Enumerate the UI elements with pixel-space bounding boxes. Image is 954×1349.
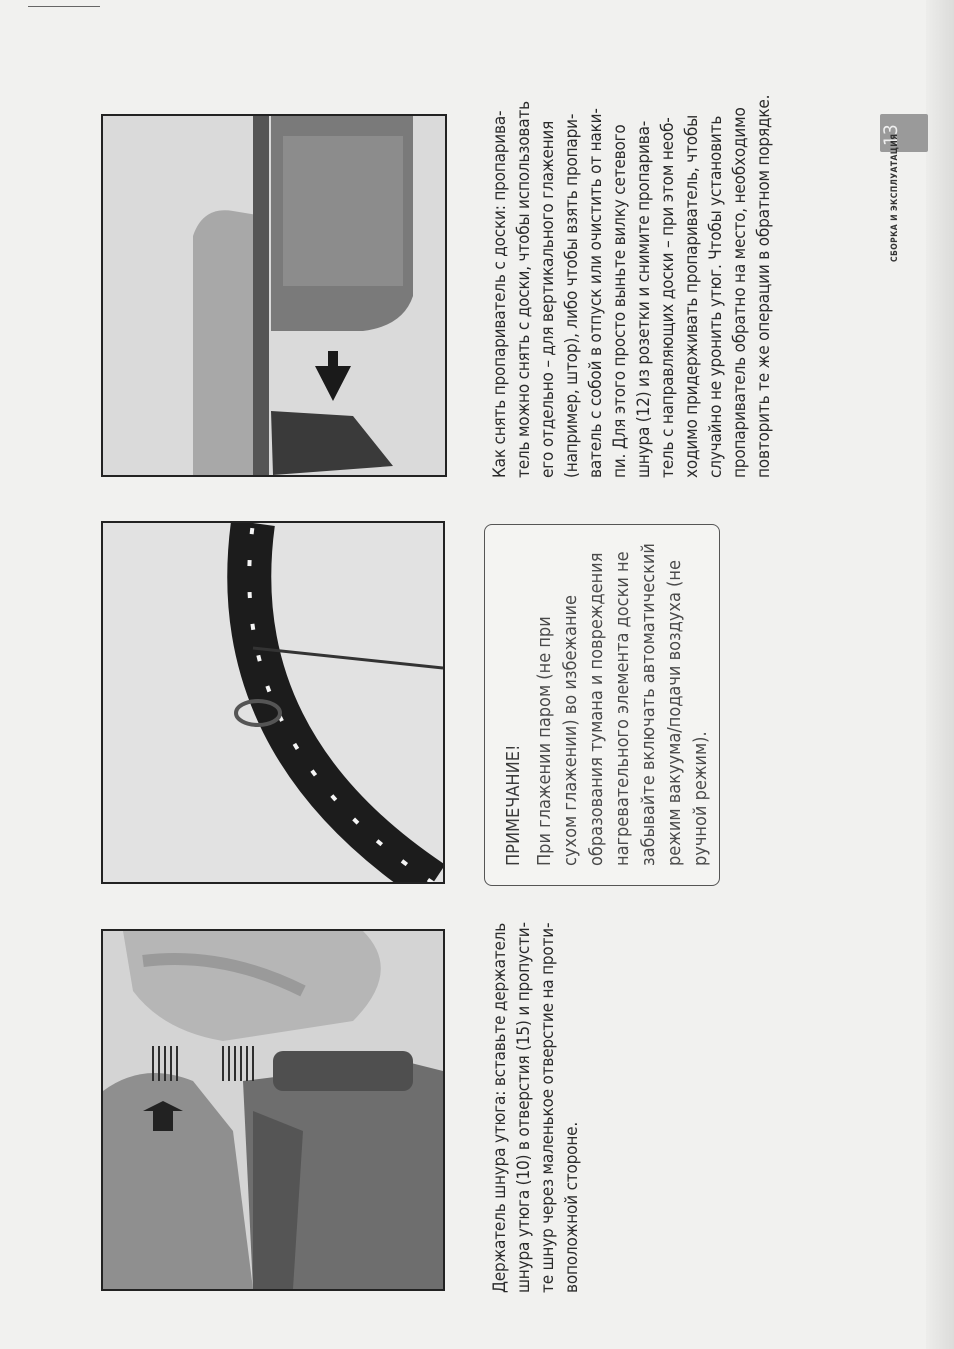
caption-line: шнура утюга (10) в отверстия (15) и пропусти- xyxy=(514,922,534,1293)
note-line: ручной режим). xyxy=(690,731,711,866)
caption-line: повторить те же операции в обратном порядке. xyxy=(754,94,774,478)
caption-line: пи. Для этого просто выньте вилку сетевого xyxy=(610,124,630,478)
caption-cord-holder xyxy=(488,913,584,1293)
photo-cord-holder xyxy=(101,929,445,1291)
note-line: образования тумана и повреждения xyxy=(586,552,607,866)
note-line: режим вакуума/подачи воздуха (не xyxy=(664,560,685,866)
caption-line: ватель с собой в отпуск или очистить от наки- xyxy=(586,108,606,478)
caption-remove-steamer xyxy=(488,94,776,478)
note-content xyxy=(500,526,714,866)
caption-line: случайно не уронить утюг. Чтобы установить xyxy=(706,115,726,478)
caption-line: ходимо придерживать пропариватель, чтобы xyxy=(682,114,702,478)
section-label: СБОРКА И ЭКСПЛУАТАЦИЯ xyxy=(890,133,900,262)
photo-steamer-removal xyxy=(101,114,447,477)
note-line: сухом глажении) во избежание xyxy=(560,594,581,866)
caption-line: тель можно снять с доски, чтобы использовать xyxy=(514,101,534,478)
caption-line: те шнур через маленькое отверстие на проти- xyxy=(538,922,558,1293)
photo-hose xyxy=(101,521,445,884)
page-number: 13 xyxy=(880,124,902,146)
caption-line: шнура (12) из розетки и снимите пропарива- xyxy=(634,120,654,478)
caption-line: (например, штор), либо чтобы взять пропари- xyxy=(562,113,582,478)
caption-line: пропариватель обратно на место, необходимо xyxy=(730,107,750,478)
scan-edge-line xyxy=(28,6,100,7)
caption-line: Как снять пропариватель с доски: пропарива- xyxy=(490,110,510,478)
caption-line: Держатель шнура утюга: вставьте держатель xyxy=(490,922,510,1293)
note-line: При глажении паром (не при xyxy=(534,616,555,866)
note-line: забывайте включать автоматический xyxy=(638,543,659,866)
caption-line: тель с направляющих доски – при этом необ- xyxy=(658,117,678,478)
scan-right-edge xyxy=(926,0,954,1349)
caption-line: воположной стороне. xyxy=(562,1122,582,1293)
note-heading: ПРИМЕЧАНИЕ! xyxy=(503,744,524,866)
caption-line: его отдельно – для вертикального глажения xyxy=(538,120,558,478)
note-line: нагревательного элемента доски не xyxy=(612,551,633,866)
